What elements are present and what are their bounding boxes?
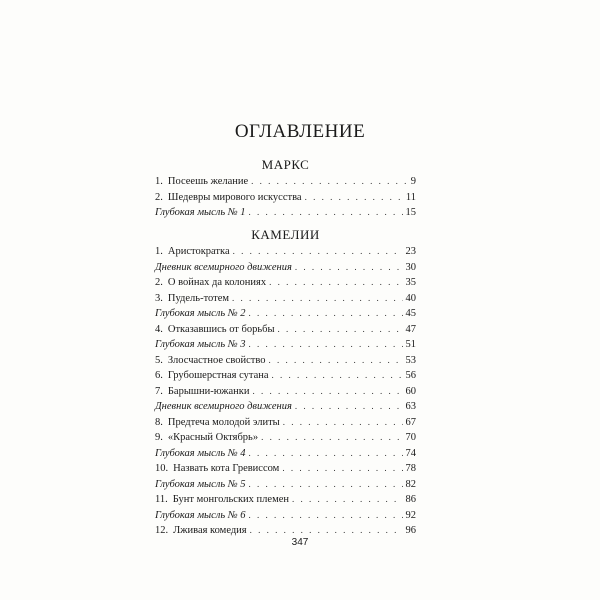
entry-title: Глубокая мысль № 3 xyxy=(155,339,246,350)
entry-title: «Красный Октябрь» xyxy=(167,432,259,443)
dot-leader xyxy=(233,244,403,260)
entry-number: 9. xyxy=(155,432,163,443)
entry-number: 5. xyxy=(155,354,163,366)
section-title: КАМЕЛИИ xyxy=(251,227,320,242)
entry-title: Шедевры мирового искусства xyxy=(167,191,302,203)
entry-title: Назвать кота Гревиссом xyxy=(173,463,280,474)
toc-entry[interactable] xyxy=(155,384,416,400)
entry-title: Глубокая мысль № 2 xyxy=(155,308,246,319)
entry-title: Глубокая мысль № 6 xyxy=(155,509,246,521)
entry-page-number: 82 xyxy=(405,478,416,490)
entry-title: Глубокая мысль № 5 xyxy=(155,478,246,490)
dot-leader xyxy=(268,353,402,369)
dot-leader xyxy=(249,477,403,493)
entry-title: Злосчастное свойство xyxy=(167,354,266,366)
dot-leader xyxy=(253,384,403,400)
toc-entry[interactable] xyxy=(155,291,416,307)
toc-entry[interactable] xyxy=(155,430,416,446)
entry-page-number: 15 xyxy=(405,207,416,218)
entry-page-number: 74 xyxy=(405,447,416,459)
entry-number: 4. xyxy=(155,323,163,335)
entry-page-number: 40 xyxy=(405,292,416,304)
entry-number: 6. xyxy=(155,370,163,381)
toc-entry[interactable] xyxy=(155,415,416,431)
dot-leader xyxy=(278,322,403,338)
entry-number: 10. xyxy=(155,463,169,474)
entry-title: Грубошерстная сутана xyxy=(167,370,269,381)
entry-page-number: 70 xyxy=(405,432,416,443)
toc-entry[interactable] xyxy=(155,477,416,493)
dot-leader xyxy=(249,337,403,353)
dot-leader xyxy=(251,174,408,190)
toc-entry[interactable] xyxy=(155,353,416,369)
entry-title: Аристократка xyxy=(167,246,230,257)
dot-leader xyxy=(292,492,403,508)
dot-leader xyxy=(295,399,403,415)
entry-title: Отказавшись от борьбы xyxy=(167,323,275,335)
entry-page-number: 11 xyxy=(405,191,416,203)
entry-page-number: 47 xyxy=(405,323,416,335)
entry-page-number: 53 xyxy=(405,354,416,366)
toc-entry[interactable] xyxy=(155,368,416,384)
entry-page-number: 63 xyxy=(405,401,416,412)
toc-entry[interactable] xyxy=(155,190,416,206)
dot-leader xyxy=(261,430,402,446)
dot-leader xyxy=(249,508,403,524)
toc-entry[interactable] xyxy=(155,275,416,291)
toc-entry[interactable] xyxy=(155,337,416,353)
dot-leader xyxy=(232,291,402,307)
entry-title: Посеешь желание xyxy=(167,176,249,187)
entry-page-number: 56 xyxy=(405,370,416,381)
entry-page-number: 86 xyxy=(405,494,416,505)
entry-title: Пудель-тотем xyxy=(167,292,230,304)
toc-entry[interactable] xyxy=(155,508,416,524)
entry-page-number: 78 xyxy=(405,463,416,474)
dot-leader xyxy=(249,446,403,462)
toc-section-marks xyxy=(155,156,416,221)
entry-page-number: 92 xyxy=(405,509,416,521)
entry-number: 2. xyxy=(155,277,163,288)
dot-leader xyxy=(282,461,402,477)
toc-entry[interactable] xyxy=(155,244,416,260)
toc-entry[interactable] xyxy=(155,446,416,462)
entry-page-number: 30 xyxy=(405,261,416,273)
dot-leader xyxy=(272,368,403,384)
toc-entry[interactable] xyxy=(155,174,416,190)
dot-leader xyxy=(283,415,403,431)
toc-entry[interactable] xyxy=(155,260,416,276)
toc-entry[interactable] xyxy=(155,492,416,508)
entry-page-number: 51 xyxy=(405,339,416,350)
entry-page-number: 45 xyxy=(405,308,416,319)
entry-page-number: 9 xyxy=(410,176,416,187)
entry-title: Дневник всемирного движения xyxy=(155,401,292,412)
entry-page-number: 60 xyxy=(405,385,416,397)
dot-leader xyxy=(295,260,403,276)
dot-leader xyxy=(269,275,402,291)
entry-number: 1. xyxy=(155,246,163,257)
toc-entry[interactable] xyxy=(155,461,416,477)
entry-number: 8. xyxy=(155,416,163,428)
entry-title: О войнах да колониях xyxy=(167,277,267,288)
dot-leader xyxy=(305,190,403,206)
dot-leader xyxy=(249,205,403,221)
toc-section-camellias xyxy=(155,226,416,539)
dot-leader xyxy=(249,306,403,322)
page-number: 347 xyxy=(291,537,309,548)
entry-page-number: 96 xyxy=(405,525,416,536)
entry-title: Предтеча молодой элиты xyxy=(167,416,280,428)
toc-entry[interactable] xyxy=(155,399,416,415)
toc-entry[interactable] xyxy=(155,322,416,338)
entry-title: Барышни-южанки xyxy=(167,385,250,397)
toc-entry[interactable] xyxy=(155,306,416,322)
entry-title: Бунт монгольских племен xyxy=(172,494,289,505)
entry-page-number: 67 xyxy=(405,416,416,428)
entry-number: 3. xyxy=(155,292,163,304)
entry-page-number: 35 xyxy=(405,277,416,288)
entry-number: 7. xyxy=(155,385,163,397)
toc-entry[interactable] xyxy=(155,205,416,221)
entry-title: Глубокая мысль № 1 xyxy=(155,207,246,218)
entry-number: 12. xyxy=(155,525,169,536)
entry-title: Лживая комедия xyxy=(173,525,247,536)
entry-page-number: 23 xyxy=(405,246,416,257)
entry-title: Дневник всемирного движения xyxy=(155,261,292,273)
entry-number: 1. xyxy=(155,176,163,187)
toc-heading: ОГЛАВЛЕНИЕ xyxy=(234,121,366,142)
entry-number: 2. xyxy=(155,191,163,203)
section-title: МАРКС xyxy=(261,157,310,172)
entry-number: 11. xyxy=(155,494,168,505)
entry-title: Глубокая мысль № 4 xyxy=(155,447,246,459)
